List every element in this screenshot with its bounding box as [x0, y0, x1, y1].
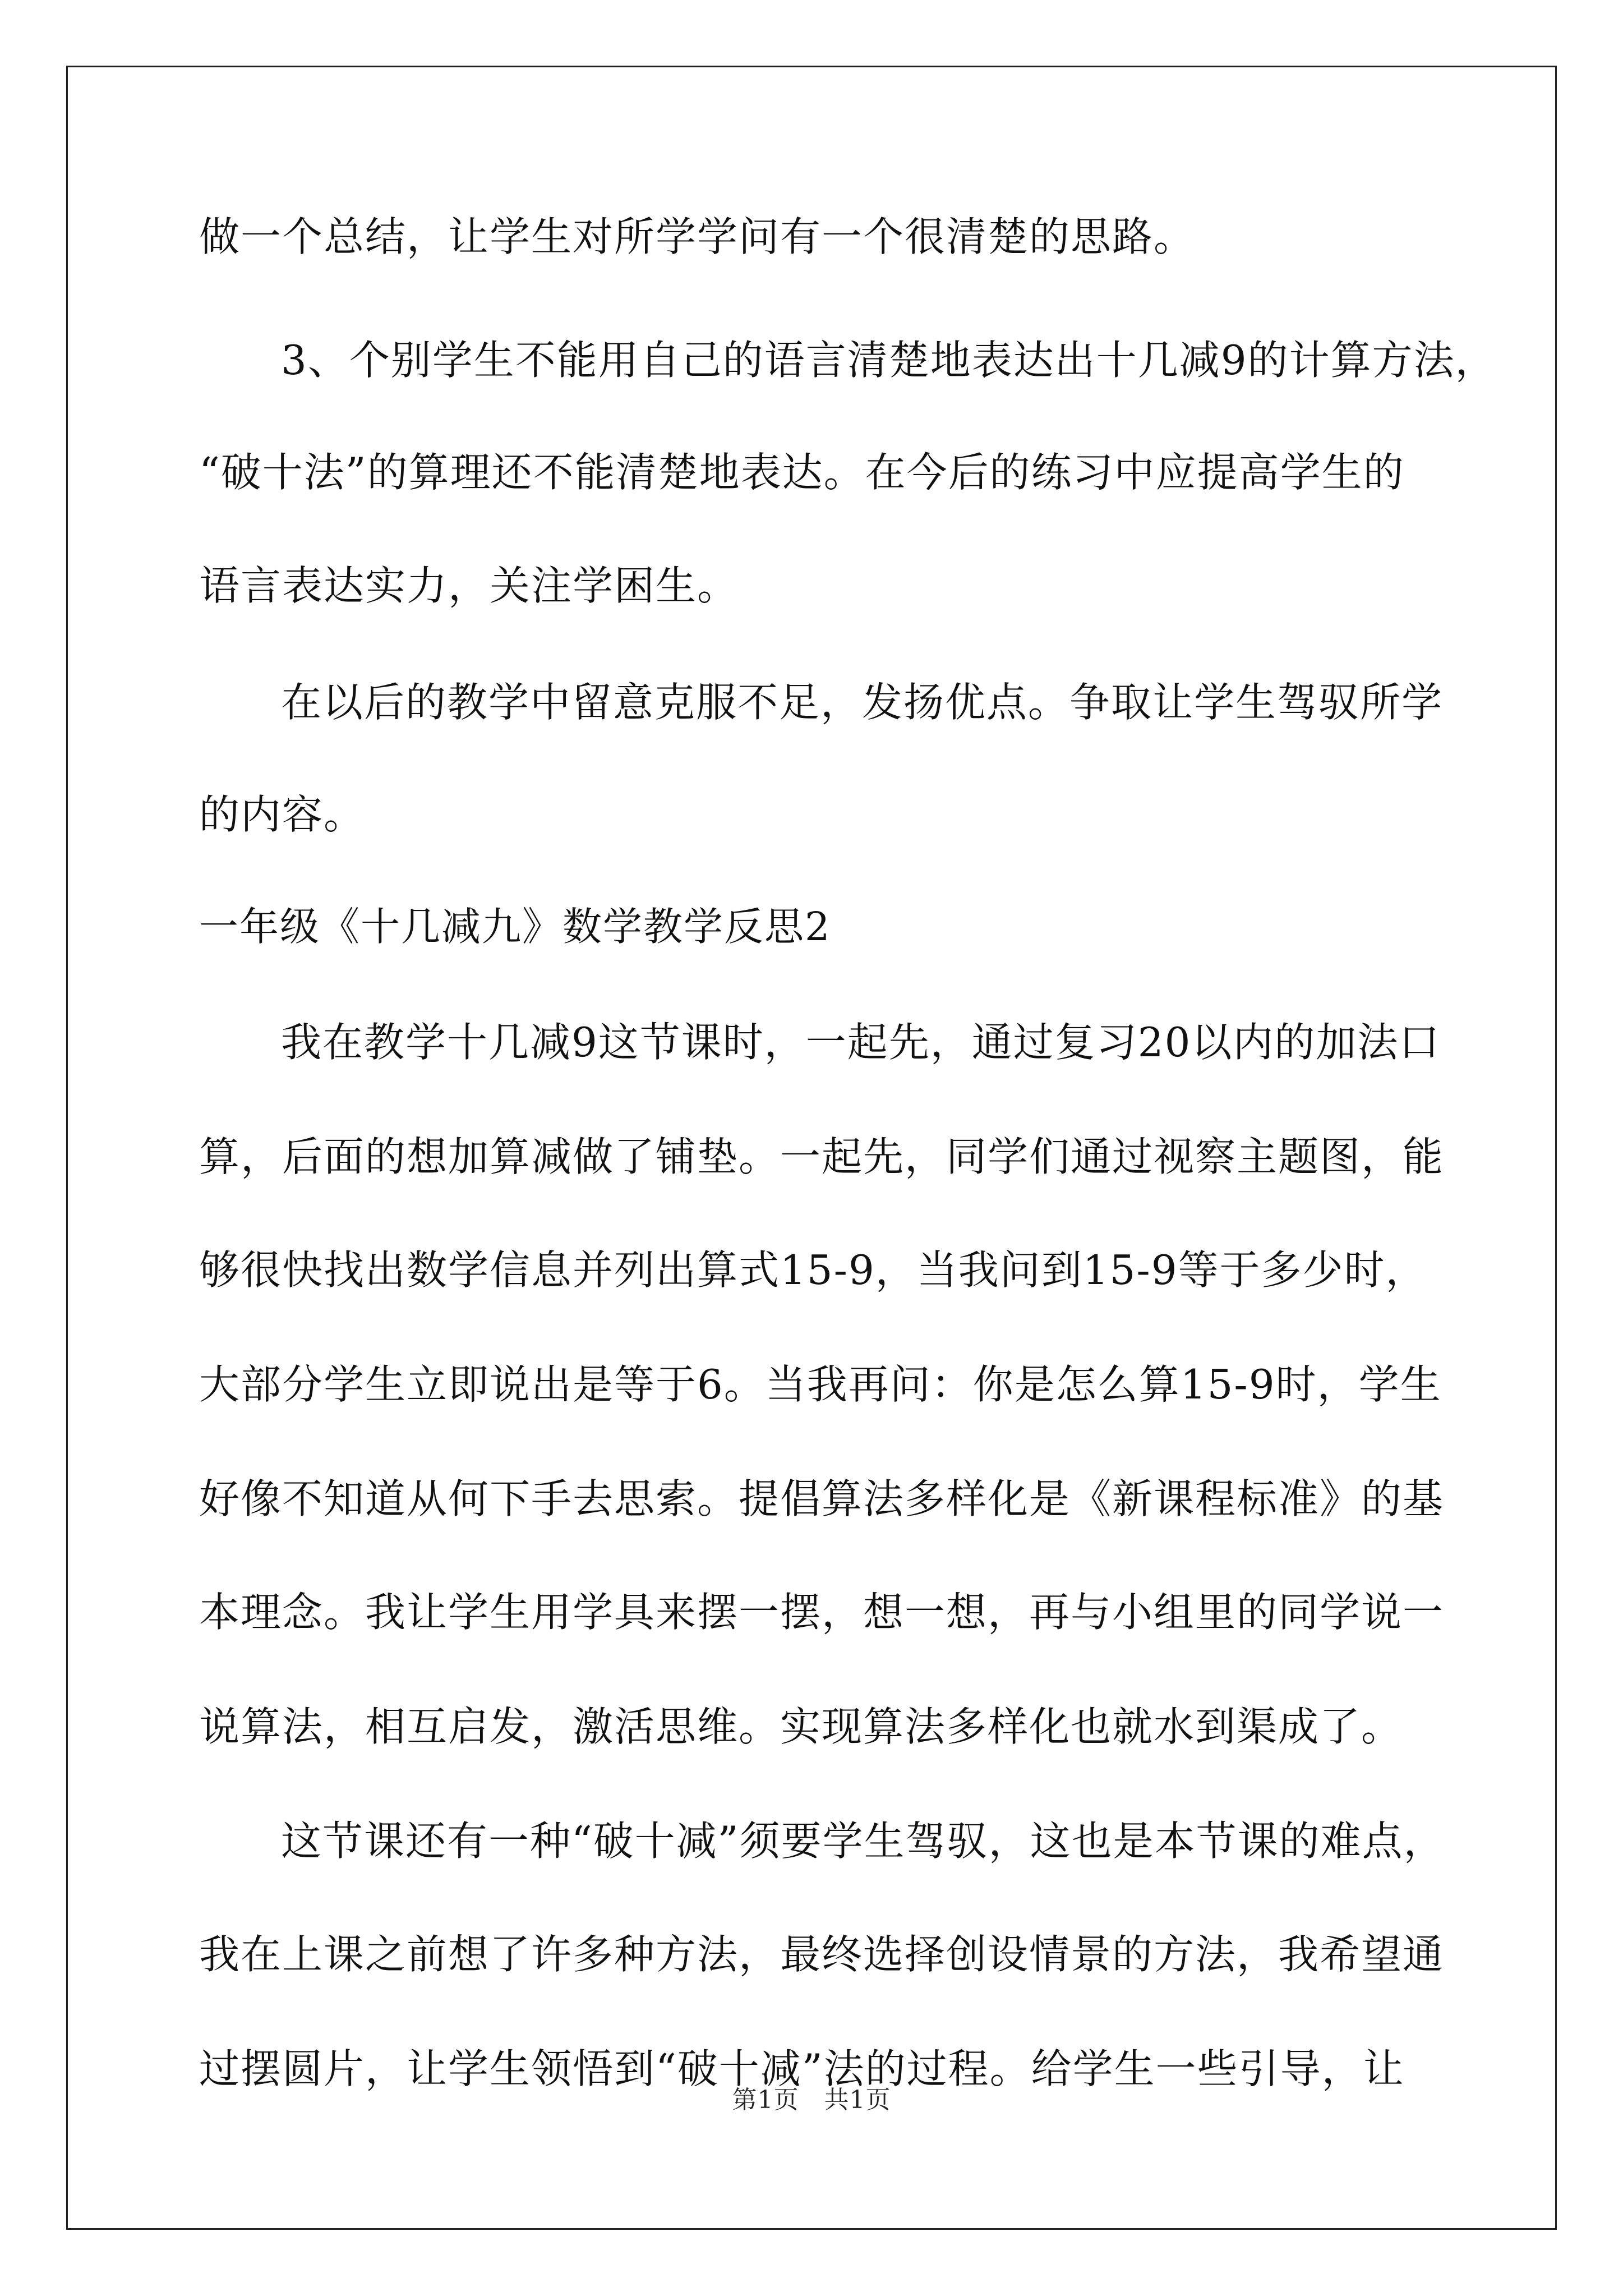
text-line: 做一个总结，让学生对所学学问有一个很清楚的思路。	[199, 213, 1196, 260]
text-line: 的内容。	[199, 791, 366, 838]
text-line: 我在上课之前想了许多种方法，最终选择创设情景的方法，我希望通	[199, 1931, 1445, 1978]
section-heading: 一年级《十几减九》数学教学反思2	[199, 904, 831, 950]
text-line: 好像不知道从何下手去思索。提倡算法多样化是《新课程标准》的基	[199, 1475, 1445, 1522]
text-line: 够很快找出数学信息并列出算式15-9，当我问到15-9等于多少时，	[199, 1246, 1427, 1294]
text-line: 过摆圆片，让学生领悟到“破十减”法的过程。给学生一些引导，让	[199, 2045, 1405, 2092]
text-line: 语言表达实力，关注学困生。	[199, 562, 739, 609]
text-line: 说算法，相互启发，激活思维。实现算法多样化也就水到渠成了。	[199, 1703, 1403, 1750]
text-line: 大部分学生立即说出是等于6。当我再问：你是怎么算15-9时，学生	[199, 1361, 1442, 1408]
text-line: 3、个别学生不能用自己的语言清楚地表达出十几减9的计算方法，	[281, 337, 1497, 384]
text-line: 算，后面的想加算减做了铺垫。一起先，同学们通过视察主题图，能	[199, 1133, 1445, 1180]
page-number: 第1页 共1页	[732, 2086, 891, 2114]
text-line: 本理念。我让学生用学具来摆一摆，想一想，再与小组里的同学说一	[199, 1589, 1445, 1636]
text-line: “破十法”的算理还不能清楚地表达。在今后的练习中应提高学生的	[199, 449, 1405, 496]
text-line: 我在教学十几减9这节课时，一起先，通过复习20以内的加法口	[281, 1019, 1441, 1066]
text-line: 这节课还有一种“破十减”须要学生驾驭，这也是本节课的难点，	[281, 1818, 1445, 1865]
text-line: 在以后的教学中留意克服不足，发扬优点。争取让学生驾驭所学	[281, 679, 1444, 726]
